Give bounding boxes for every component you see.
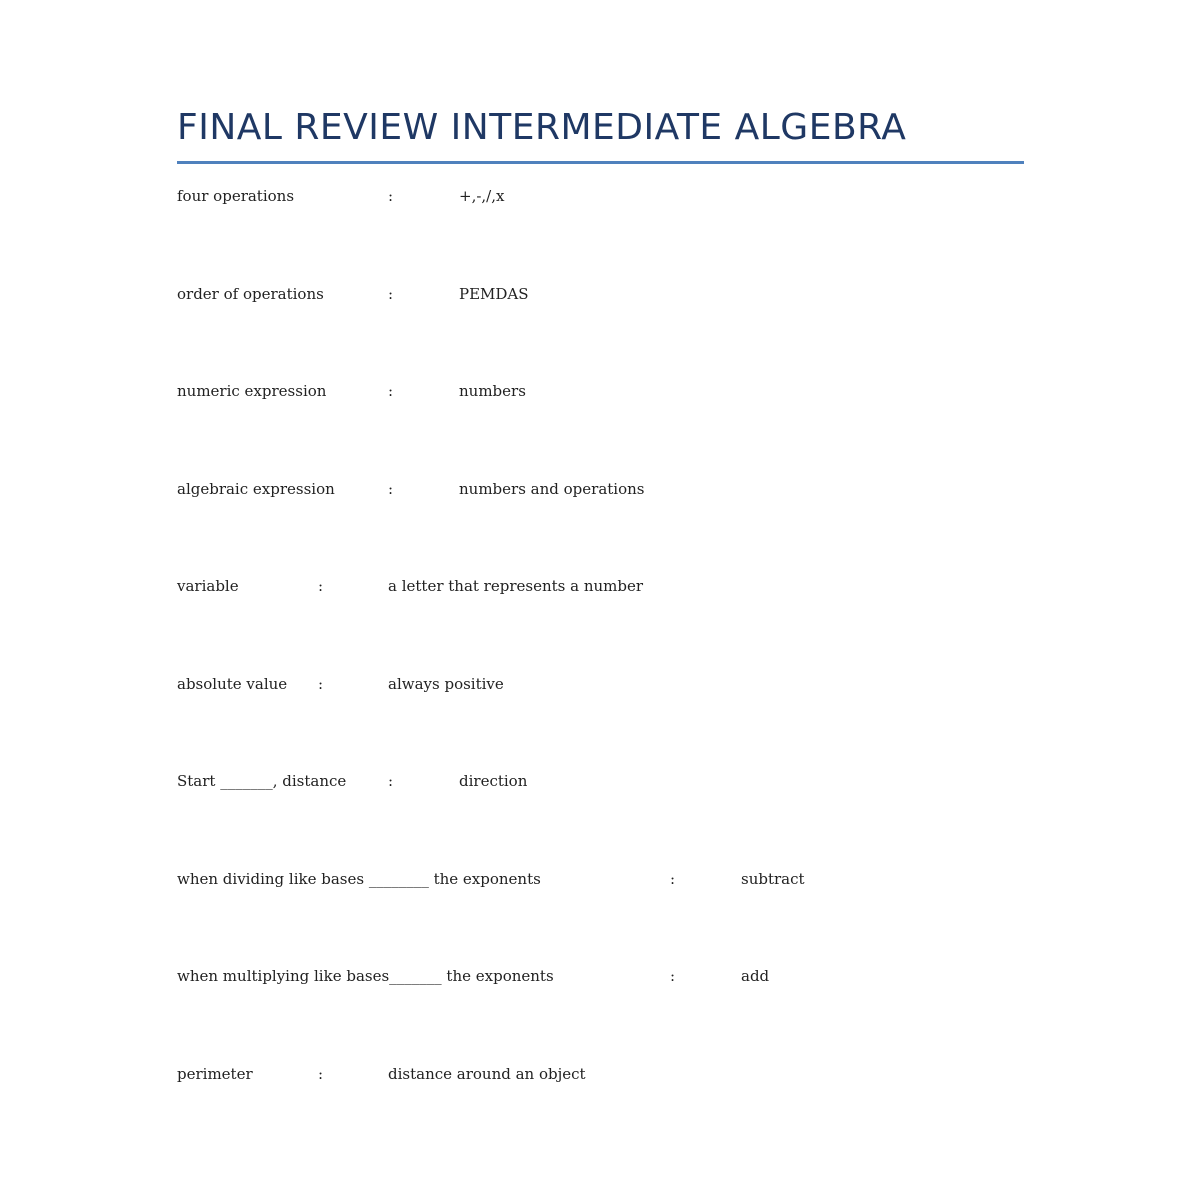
term: variable bbox=[177, 577, 239, 595]
term: when multiplying like bases_______ the exponents bbox=[177, 967, 554, 985]
colon-separator: : bbox=[388, 772, 394, 790]
colon-separator: : bbox=[318, 1065, 324, 1083]
definition-row-start-distance bbox=[0, 774, 1200, 798]
definition: always positive bbox=[388, 675, 504, 693]
term: perimeter bbox=[177, 1065, 253, 1083]
definition: numbers bbox=[459, 382, 526, 400]
colon-separator: : bbox=[318, 675, 324, 693]
definition: subtract bbox=[741, 870, 805, 888]
definition: +,-,/,x bbox=[459, 187, 505, 205]
term: Start _______, distance bbox=[177, 772, 347, 790]
definition: add bbox=[741, 967, 770, 985]
term: when dividing like bases ________ the exponents bbox=[177, 870, 541, 888]
colon-separator: : bbox=[388, 187, 394, 205]
definition: direction bbox=[459, 772, 528, 790]
definition-row-order-of-operations bbox=[0, 287, 1200, 311]
term: order of operations bbox=[177, 285, 324, 303]
document-title: FINAL REVIEW INTERMEDIATE ALGEBRA bbox=[177, 107, 907, 148]
definition: a letter that represents a number bbox=[388, 577, 644, 595]
definition-row-perimeter bbox=[0, 1067, 1200, 1091]
definition: numbers and operations bbox=[459, 480, 645, 498]
colon-separator: : bbox=[670, 967, 676, 985]
term: four operations bbox=[177, 187, 295, 205]
colon-separator: : bbox=[318, 577, 324, 595]
colon-separator: : bbox=[388, 285, 394, 303]
colon-separator: : bbox=[388, 382, 394, 400]
definition-row-variable bbox=[0, 579, 1200, 603]
title-underline bbox=[177, 161, 1024, 164]
term: absolute value bbox=[177, 675, 288, 693]
definition-row-multiplying-like-bases bbox=[0, 969, 1200, 993]
definition-row-algebraic-expression bbox=[0, 482, 1200, 506]
term: numeric expression bbox=[177, 382, 327, 400]
term: algebraic expression bbox=[177, 480, 335, 498]
definition: PEMDAS bbox=[459, 285, 529, 303]
definition: distance around an object bbox=[388, 1065, 586, 1083]
definition-row-dividing-like-bases bbox=[0, 872, 1200, 896]
definition-row-numeric-expression bbox=[0, 384, 1200, 408]
colon-separator: : bbox=[388, 480, 394, 498]
definition-row-absolute-value bbox=[0, 677, 1200, 701]
colon-separator: : bbox=[670, 870, 676, 888]
definition-row-four-operations bbox=[0, 189, 1200, 213]
